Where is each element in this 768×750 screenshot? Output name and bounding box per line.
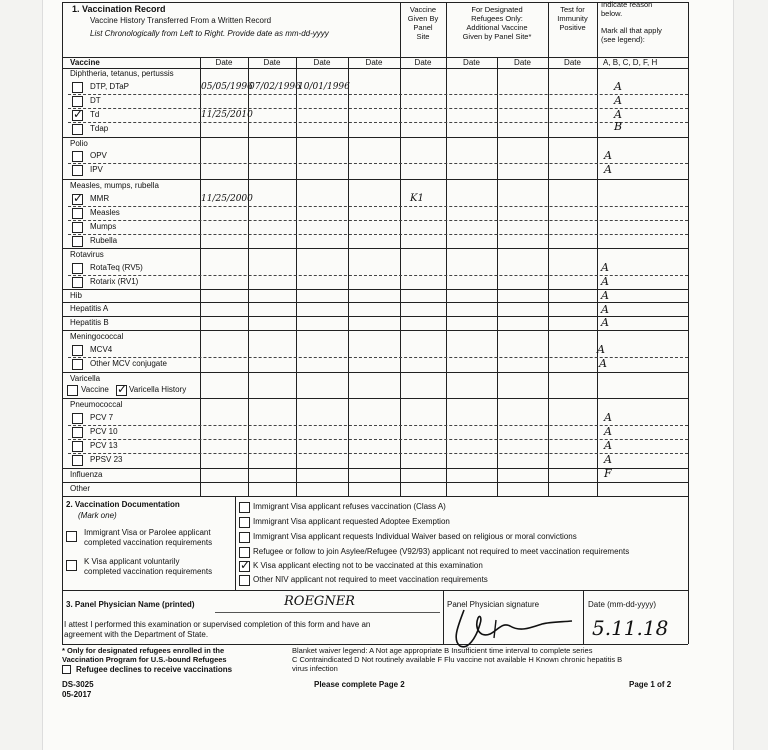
label-ipv: IPV — [90, 165, 103, 174]
checkbox-dt[interactable] — [72, 96, 83, 107]
checkbox-varicella-history[interactable] — [116, 385, 127, 396]
col-reason-l3 — [601, 18, 687, 26]
group-other: Other — [70, 484, 91, 493]
checkbox-mcv4[interactable] — [72, 345, 83, 356]
hw-dtp-date-2[interactable]: 07/02/1996 — [249, 82, 301, 92]
label-mmr: MMR — [90, 194, 110, 203]
hw-physician-name[interactable]: ROEGNER — [284, 594, 355, 609]
checkbox-pcv7[interactable] — [72, 413, 83, 424]
label-rotarix: Rotarix (RV1) — [90, 277, 139, 286]
attest-l2: agreement with the Department of State. — [64, 630, 209, 639]
label-mcv-other: Other MCV conjugate — [90, 359, 167, 368]
group-dtp: Diphtheria, tetanus, pertussis — [70, 69, 174, 78]
label-sig-date: Date (mm-dd-yyyy) — [588, 600, 657, 609]
physician-signature — [450, 604, 580, 652]
footer-complete-page2: Please complete Page 2 — [314, 680, 405, 689]
footer-form-date: 05-2017 — [62, 690, 92, 699]
opt-adoptee-exemption: Immigrant Visa applicant requested Adoptee Exemption — [253, 517, 450, 526]
col-test-l3: Positive — [559, 23, 586, 32]
checkbox-td[interactable] — [72, 110, 83, 121]
footer-legend-l3: virus infection — [292, 664, 338, 673]
hw-reason-opv[interactable]: A — [604, 149, 612, 162]
group-polio: Polio — [70, 139, 88, 148]
opt-kvisa-completed-l1: K Visa applicant voluntarily — [84, 557, 180, 566]
hdr-date-4: Date — [365, 58, 383, 67]
checkbox-refugee[interactable] — [239, 547, 250, 558]
checkbox-kvisa-completed[interactable] — [66, 560, 77, 571]
footer-note-l2: Vaccination Program for U.S.-bound Refugees — [62, 655, 227, 664]
footer-page-number: Page 1 of 2 — [629, 680, 672, 689]
hdr-date-3: Date — [313, 58, 331, 67]
label-varicella-history: Varicella History — [129, 385, 187, 394]
checkbox-adoptee-exemption[interactable] — [239, 517, 250, 528]
hw-dtp-date-3[interactable]: 10/01/1996 — [298, 82, 350, 92]
hw-reason-mcv-other[interactable]: A — [599, 357, 607, 370]
checkbox-individual-waiver[interactable] — [239, 532, 250, 543]
group-meningococcal: Meningococcal — [70, 332, 124, 341]
hw-reason-hepa[interactable]: A — [601, 303, 609, 316]
label-pcv10: PCV 10 — [90, 427, 118, 436]
hdr-date-2: Date — [263, 58, 281, 67]
label-mumps: Mumps — [90, 222, 117, 231]
opt-kvisa-completed-l2: completed vaccination requirements — [84, 567, 213, 576]
opt-refugee: Refugee or follow to join Asylee/Refugee (V92/93) applicant not required to meet vaccination requirements — [253, 547, 630, 556]
opt-individual-waiver: Immigrant Visa applicant requests Individual Waiver based on religious or moral convictions — [253, 532, 577, 541]
group-rotavirus: Rotavirus — [70, 250, 104, 259]
hw-reason-ppsv23[interactable]: A — [604, 453, 612, 466]
hw-reason-pcv13[interactable]: A — [604, 439, 612, 452]
hw-reason-dtp[interactable]: A — [614, 80, 622, 93]
section2-title: 2. Vaccination Documentation — [66, 500, 180, 509]
hdr-date-test: Date — [564, 58, 581, 67]
group-varicella: Varicella — [70, 374, 101, 383]
hw-td-date-1[interactable]: 11/25/2010 — [201, 110, 253, 120]
hw-reason-influenza[interactable]: F — [604, 467, 612, 480]
hw-reason-tdap[interactable]: B — [614, 120, 623, 133]
col-desig-l3: Additional Vaccine — [466, 23, 528, 32]
hw-reason-pcv10[interactable]: A — [604, 425, 612, 438]
footer-note-l1: * Only for designated refugees enrolled in the — [62, 646, 225, 655]
checkbox-mcv-other[interactable] — [72, 359, 83, 370]
col-panel-l3: Panel — [413, 23, 433, 32]
label-measles: Measles — [90, 208, 120, 217]
col-reason-l5: (see legend): — [601, 35, 645, 44]
attest-l1: I attest I performed this examination or supervised completion of this form and have an — [64, 620, 371, 629]
hdr-date-desig-1: Date — [463, 58, 480, 67]
checkbox-refuses-vaccination[interactable] — [239, 502, 250, 513]
opt-other-niv: Other NIV applicant not required to meet vaccination requirements — [253, 575, 488, 584]
checkbox-mumps[interactable] — [72, 222, 83, 233]
label-dt: DT — [90, 96, 101, 105]
checkbox-ppsv23[interactable] — [72, 455, 83, 466]
col-test-l2: Immunity — [557, 14, 588, 23]
col-desig-l1: For Designated — [471, 5, 523, 14]
checkbox-rotateq[interactable] — [72, 263, 83, 274]
opt-iv-completed-l2: completed vaccination requirements — [84, 538, 213, 547]
col-desig-l2: Refugees Only: — [471, 14, 523, 23]
checkbox-rotarix[interactable] — [72, 277, 83, 288]
group-hib: Hib — [70, 291, 83, 300]
label-pcv7: PCV 7 — [90, 413, 114, 422]
section1-instruction: List Chronologically from Left to Right. Provide date as mm-dd-yyyy — [90, 29, 329, 38]
col-reason-l2: below. — [601, 9, 623, 18]
group-hepb: Hepatitis B — [70, 318, 109, 327]
group-hepa: Hepatitis A — [70, 304, 109, 313]
hdr-date-desig-2: Date — [514, 58, 531, 67]
col-panel-l1: Vaccine — [409, 5, 437, 14]
footer-legend-l1: Blanket waiver legend: A Not age appropriate B Insufficient time interval to complete series — [292, 646, 593, 655]
label-tdap: Tdap — [90, 124, 109, 133]
group-pneumococcal: Pneumococcal — [70, 400, 123, 409]
label-physician-signature: Panel Physician signature — [447, 600, 540, 609]
checkbox-kvisa-not-vaccinated[interactable] — [239, 561, 250, 572]
footer-form-no: DS-3025 — [62, 680, 94, 689]
group-mmr: Measles, mumps, rubella — [70, 181, 159, 190]
opt-refuses-vaccination: Immigrant Visa applicant refuses vaccination (Class A) — [253, 502, 446, 511]
section3-title: 3. Panel Physician Name (printed) — [66, 600, 195, 609]
checkbox-mmr[interactable] — [72, 194, 83, 205]
checkbox-opv[interactable] — [72, 151, 83, 162]
hw-reason-pcv7[interactable]: A — [604, 411, 612, 424]
hw-reason-rotarix[interactable]: A — [601, 275, 609, 288]
label-pcv13: PCV 13 — [90, 441, 118, 450]
section1-subtitle: Vaccine History Transferred From a Written Record — [90, 16, 272, 25]
label-dtp: DTP, DTaP — [90, 82, 129, 91]
checkbox-pcv10[interactable] — [72, 427, 83, 438]
col-panel-l4: Site — [416, 32, 430, 41]
label-td: Td — [90, 110, 100, 119]
col-reason-l1: Indicate reason — [601, 0, 653, 9]
checkbox-dtp[interactable] — [72, 82, 83, 93]
checkbox-iv-completed[interactable] — [66, 531, 77, 542]
opt-kvisa-not-vaccinated: K Visa applicant electing not to be vaccinated at this examination — [253, 561, 483, 570]
footer-refugee-declines: Refugee declines to receive vaccinations — [76, 665, 233, 674]
hw-mmr-panel[interactable]: K1 — [410, 193, 424, 204]
checkbox-pcv13[interactable] — [72, 441, 83, 452]
hdr-date-1: Date — [215, 58, 233, 67]
group-influenza: Influenza — [70, 470, 103, 479]
hw-reason-rotateq[interactable]: A — [601, 261, 609, 274]
hdr-vaccine: Vaccine — [70, 58, 100, 67]
hw-reason-td[interactable]: A — [614, 108, 622, 121]
label-opv: OPV — [90, 151, 107, 160]
checkbox-varicella-vaccine[interactable] — [67, 385, 78, 396]
hw-sig-date[interactable]: 5.11.18 — [592, 616, 669, 640]
col-test-l1: Test for — [560, 5, 585, 14]
label-rotateq: RotaTeq (RV5) — [90, 263, 143, 272]
hw-mmr-date-1[interactable]: 11/25/2000 — [201, 194, 253, 204]
checkbox-refugee-declines[interactable] — [62, 665, 71, 674]
label-mcv4: MCV4 — [90, 345, 113, 354]
checkbox-other-niv[interactable] — [239, 575, 250, 586]
hw-reason-dt[interactable]: A — [614, 94, 622, 107]
checkbox-ipv[interactable] — [72, 165, 83, 176]
hw-reason-hepb[interactable]: A — [601, 316, 609, 329]
label-ppsv23: PPSV 23 — [90, 455, 123, 464]
checkbox-tdap[interactable] — [72, 124, 83, 135]
hdr-reasons: A, B, C, D, F, H — [603, 58, 658, 67]
col-desig-l4: Given by Panel Site* — [462, 32, 532, 41]
checkbox-measles[interactable] — [72, 208, 83, 219]
hw-dtp-date-1[interactable]: 05/05/1996 — [201, 82, 253, 92]
hdr-date-panel: Date — [414, 58, 432, 67]
footer-legend-l2: C Contraindicated D Not routinely available F Flu vaccine not available H Known chronic hepatitis B — [292, 655, 623, 664]
label-varicella-vaccine: Vaccine — [81, 385, 109, 394]
col-reason-l4: Mark all that apply — [601, 26, 662, 35]
hw-reason-ipv[interactable]: A — [604, 163, 612, 176]
hw-reason-hib[interactable]: A — [601, 289, 609, 302]
checkbox-rubella[interactable] — [72, 236, 83, 247]
label-rubella: Rubella — [90, 236, 118, 245]
section2-mark-one: (Mark one) — [78, 511, 117, 520]
section1-title: 1. Vaccination Record — [72, 4, 166, 14]
opt-iv-completed-l1: Immigrant Visa or Parolee applicant — [84, 528, 211, 537]
col-panel-l2: Given By — [407, 14, 439, 23]
hw-reason-mcv4[interactable]: A — [597, 343, 605, 356]
